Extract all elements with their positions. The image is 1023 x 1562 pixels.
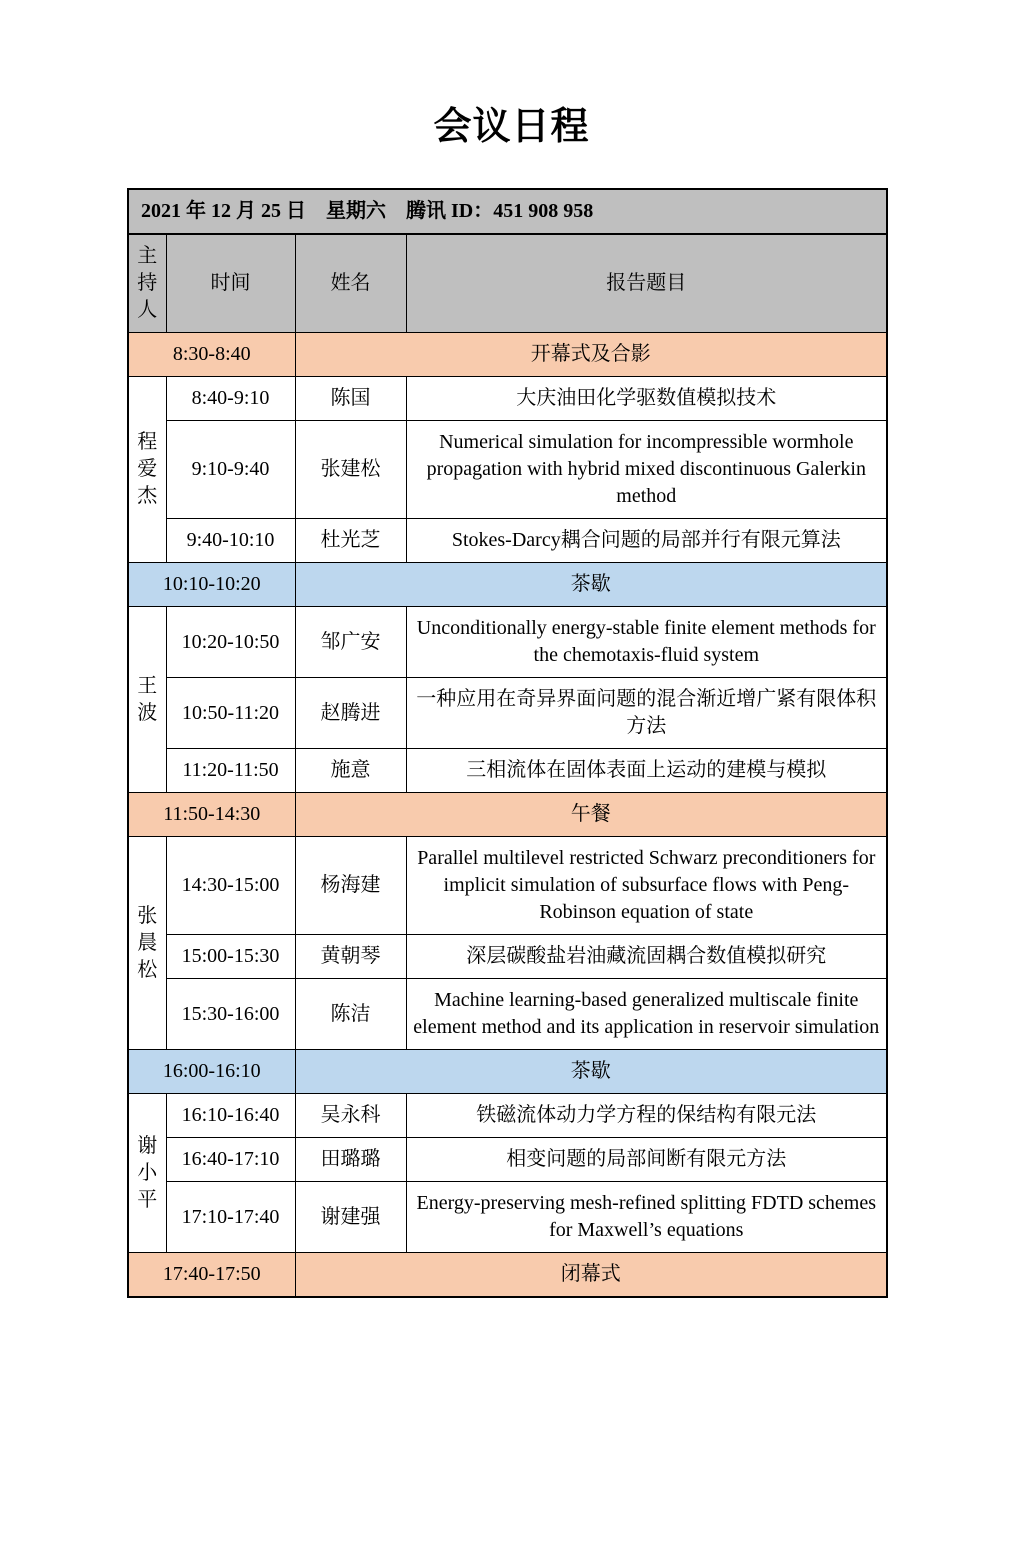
break-label-cell: 茶歇 — [295, 563, 887, 607]
time-cell: 16:40-17:10 — [166, 1138, 295, 1182]
break-time-cell: 8:30-8:40 — [128, 333, 295, 377]
break-time-cell: 16:00-16:10 — [128, 1050, 295, 1094]
talk-row — [128, 377, 887, 421]
break-time-cell: 10:10-10:20 — [128, 563, 295, 607]
break-row — [128, 1050, 887, 1094]
talk-title-cell: 大庆油田化学驱数值模拟技术 — [406, 377, 887, 421]
col-header-title: 报告题目 — [406, 234, 887, 333]
talk-title-cell: 相变问题的局部间断有限元方法 — [406, 1138, 887, 1182]
talk-row — [128, 749, 887, 793]
break-row — [128, 793, 887, 837]
break-label-cell: 闭幕式 — [295, 1253, 887, 1298]
talk-row — [128, 935, 887, 979]
col-header-name: 姓名 — [295, 234, 406, 333]
break-label-cell: 茶歇 — [295, 1050, 887, 1094]
talk-row — [128, 1182, 887, 1253]
speaker-name-cell: 杨海建 — [295, 837, 406, 935]
break-time-cell: 17:40-17:50 — [128, 1253, 295, 1298]
speaker-name-cell: 邹广安 — [295, 607, 406, 678]
talk-row — [128, 678, 887, 749]
talk-title-cell: Machine learning-based generalized multiscale finite element method and its application in reservoir simulation — [406, 979, 887, 1050]
document-title: 会议日程 — [433, 106, 590, 148]
break-row — [128, 563, 887, 607]
break-time-cell: 11:50-14:30 — [128, 793, 295, 837]
talk-row — [128, 1094, 887, 1138]
time-cell: 10:20-10:50 — [166, 607, 295, 678]
time-cell: 17:10-17:40 — [166, 1182, 295, 1253]
break-row — [128, 333, 887, 377]
col-header-time: 时间 — [166, 234, 295, 333]
talk-row — [128, 1138, 887, 1182]
talk-title-cell: Energy-preserving mesh-refined splitting FDTD schemes for Maxwell’s equations — [406, 1182, 887, 1253]
host-cell: 张晨松 — [128, 837, 166, 1050]
time-cell: 14:30-15:00 — [166, 837, 295, 935]
talk-row — [128, 979, 887, 1050]
speaker-name-cell: 黄朝琴 — [295, 935, 406, 979]
speaker-name-cell: 陈国 — [295, 377, 406, 421]
talk-row — [128, 519, 887, 563]
time-cell: 9:10-9:40 — [166, 421, 295, 519]
talk-row — [128, 607, 887, 678]
session-info-text: 2021 年 12 月 25 日 星期六 腾讯 ID：451 908 958 — [128, 189, 887, 234]
col-header-host: 主持人 — [128, 234, 166, 333]
speaker-name-cell: 施意 — [295, 749, 406, 793]
time-cell: 16:10-16:40 — [166, 1094, 295, 1138]
speaker-name-cell: 谢建强 — [295, 1182, 406, 1253]
speaker-name-cell: 吴永科 — [295, 1094, 406, 1138]
host-cell: 谢小平 — [128, 1094, 166, 1253]
schedule-table — [127, 188, 888, 1298]
talk-title-cell: 一种应用在奇异界面问题的混合渐近增广紧有限体积方法 — [406, 678, 887, 749]
break-row — [128, 1253, 887, 1298]
host-cell: 程爱杰 — [128, 377, 166, 563]
speaker-name-cell: 田璐璐 — [295, 1138, 406, 1182]
speaker-name-cell: 杜光芝 — [295, 519, 406, 563]
talk-title-cell: Parallel multilevel restricted Schwarz preconditioners for implicit simulation of subsurface flows with Peng-Robinson equation of state — [406, 837, 887, 935]
time-cell: 8:40-9:10 — [166, 377, 295, 421]
talk-title-cell: Unconditionally energy-stable finite element methods for the chemotaxis-fluid system — [406, 607, 887, 678]
time-cell: 9:40-10:10 — [166, 519, 295, 563]
break-label-cell: 午餐 — [295, 793, 887, 837]
speaker-name-cell: 陈洁 — [295, 979, 406, 1050]
host-cell: 王波 — [128, 607, 166, 793]
talk-row — [128, 421, 887, 519]
talk-title-cell: 铁磁流体动力学方程的保结构有限元法 — [406, 1094, 887, 1138]
talk-title-cell: 三相流体在固体表面上运动的建模与模拟 — [406, 749, 887, 793]
speaker-name-cell: 张建松 — [295, 421, 406, 519]
session-info-row — [128, 189, 887, 234]
time-cell: 15:30-16:00 — [166, 979, 295, 1050]
break-label-cell: 开幕式及合影 — [295, 333, 887, 377]
time-cell: 11:20-11:50 — [166, 749, 295, 793]
talk-title-cell: Stokes-Darcy耦合问题的局部并行有限元算法 — [406, 519, 887, 563]
column-header-row — [128, 234, 887, 333]
talk-title-cell: 深层碳酸盐岩油藏流固耦合数值模拟研究 — [406, 935, 887, 979]
talk-row — [128, 837, 887, 935]
time-cell: 15:00-15:30 — [166, 935, 295, 979]
time-cell: 10:50-11:20 — [166, 678, 295, 749]
talk-title-cell: Numerical simulation for incompressible wormhole propagation with hybrid mixed discontinuous Galerkin method — [406, 421, 887, 519]
speaker-name-cell: 赵腾进 — [295, 678, 406, 749]
document-page — [0, 95, 1023, 1562]
